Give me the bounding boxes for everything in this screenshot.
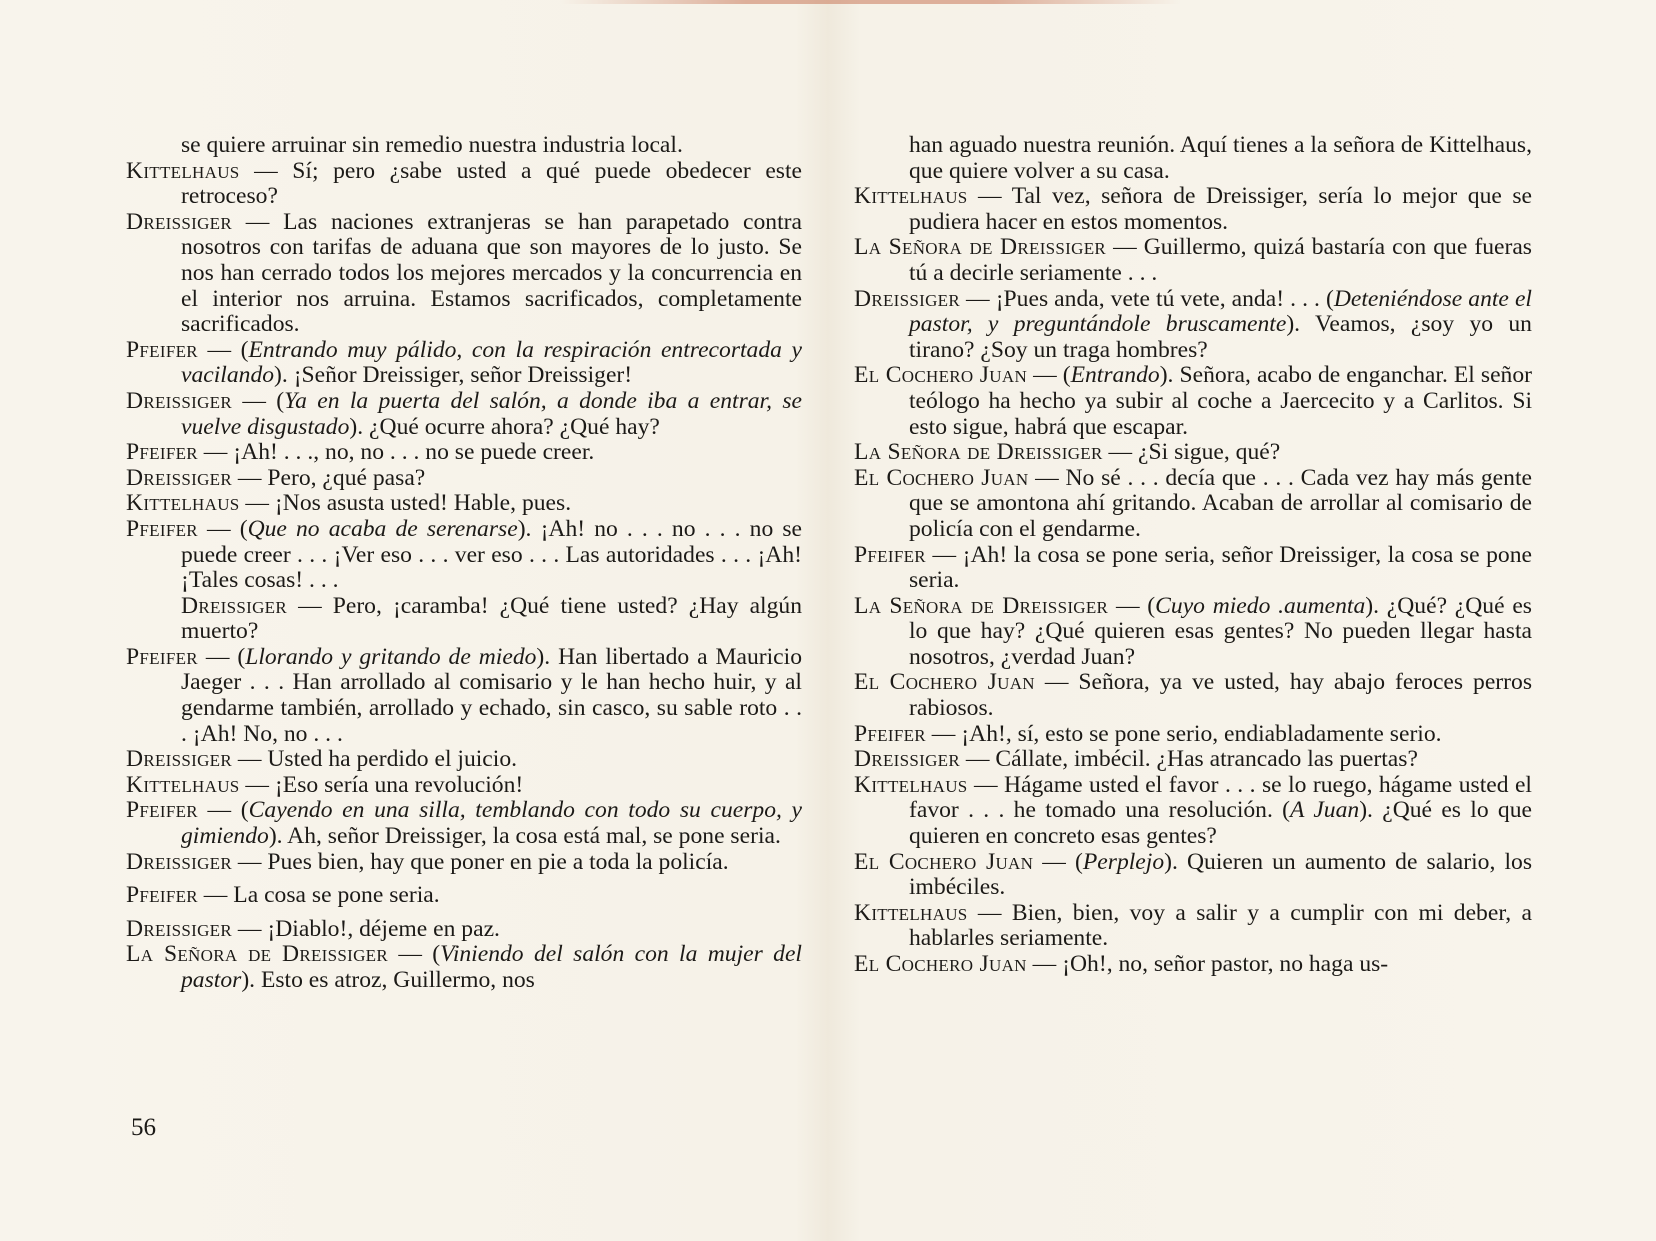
speaker-name: Pfeifer: [126, 439, 198, 466]
dialogue-text: ). ¡Señor Dreissiger, señor Dreissiger!: [274, 362, 633, 389]
speaker-name: Kittelhaus: [854, 899, 968, 926]
dialogue-paragraph: [854, 184, 1532, 235]
dialogue-text: — Pues bien, hay que poner en pie a toda la policía.: [232, 848, 729, 875]
dialogue-paragraph: [854, 440, 1532, 466]
speaker-name: La Señora de Dreissiger: [854, 592, 1109, 619]
dialogue-text: — No sé . . . decía que . . . Cada vez hay más gente que se amontona ahí gritando. Acaban de arrollar al comisario de policía con el gendarme.: [909, 464, 1532, 542]
dialogue-paragraph: [854, 850, 1532, 901]
dialogue-text: — (: [1108, 592, 1156, 619]
stage-direction: Perplejo: [1082, 848, 1165, 875]
speaker-name: Kittelhaus: [854, 771, 968, 798]
dialogue-text: — (: [197, 515, 248, 542]
dialogue-paragraph: [854, 901, 1532, 952]
dialogue-text: — Pero, ¡caramba! ¿Qué tiene usted? ¿Hay algún muerto?: [181, 592, 802, 645]
dialogue-text: — (: [197, 797, 249, 824]
speaker-name: El Cochero Juan: [854, 848, 1034, 875]
dialogue-paragraph: [854, 133, 1532, 184]
stage-direction: Cuyo miedo .aumenta: [1155, 592, 1366, 619]
speaker-name: Dreissiger: [854, 285, 960, 312]
dialogue-text: — ¿Si sigue, qué?: [1102, 439, 1281, 466]
dialogue-text: — (: [197, 643, 246, 670]
dialogue-paragraph: [126, 747, 802, 773]
right-column: [854, 133, 1532, 978]
speaker-name: Kittelhaus: [126, 771, 240, 798]
speaker-name: Kittelhaus: [854, 183, 968, 210]
dialogue-paragraph: [126, 917, 802, 943]
speaker-name: Dreissiger: [126, 387, 232, 414]
dialogue-text: — ¡Nos asusta usted! Hable, pues.: [239, 490, 572, 517]
stage-direction: Deteniéndose ante el pastor, y preguntándole bruscamente: [909, 285, 1532, 338]
speaker-name: Dreissiger: [126, 915, 232, 942]
dialogue-text: ). ¿Qué ocurre ahora? ¿Qué hay?: [349, 413, 660, 440]
dialogue-paragraph: [126, 389, 802, 440]
speaker-name: Dreissiger: [181, 592, 287, 619]
dialogue-text: ). Quieren un aumento de salario, los imbéciles.: [909, 848, 1532, 901]
dialogue-text: — (: [197, 336, 249, 363]
dialogue-text: — ¡Oh!, no, señor pastor, no haga us-: [1026, 951, 1389, 977]
dialogue-paragraph: [126, 594, 802, 645]
speaker-name: Pfeifer: [126, 882, 198, 909]
dialogue-text: — Hágame usted el favor . . . se lo ruego, hágame usted el favor . . . he tomado una resolución. (: [909, 771, 1532, 824]
speaker-name: Pfeifer: [126, 515, 198, 542]
stage-direction: Viniendo del salón con la mujer del pastor: [181, 941, 802, 993]
dialogue-text: — (: [1027, 362, 1071, 389]
speaker-name: Pfeifer: [126, 336, 198, 363]
dialogue-text: — ¡Ah!, sí, esto se pone serio, endiabladamente serio.: [925, 720, 1442, 747]
speaker-name: El Cochero Juan: [854, 464, 1029, 491]
dialogue-text: — Cállate, imbécil. ¿Has atrancado las puertas?: [960, 746, 1418, 773]
dialogue-text: — Usted ha perdido el juicio.: [232, 746, 518, 773]
speaker-name: La Señora de Dreissiger: [854, 439, 1103, 466]
dialogue-text: — Las naciones extranjeras se han parapetado contra nosotros con tarifas de aduana que son mayores de lo justo. Se nos han cerrado todos los mejores mercados y la concurrencia en el interior nos arruina. Estamos sacrificados, completamente sacrificados.: [181, 208, 802, 338]
dialogue-text: — La cosa se pone seria.: [197, 882, 440, 909]
speaker-name: La Señora de Dreissiger: [854, 234, 1107, 261]
dialogue-paragraph: [126, 798, 802, 849]
dialogue-paragraph: [126, 942, 802, 993]
dialogue-paragraph: [854, 466, 1532, 543]
speaker-name: Dreissiger: [126, 848, 232, 875]
dialogue-text: — ¡Ah! . . ., no, no . . . no se puede creer.: [197, 439, 595, 466]
speaker-name: Kittelhaus: [126, 157, 240, 184]
dialogue-text: — Señora, ya ve usted, hay abajo feroces perros rabiosos.: [909, 669, 1532, 722]
page-edge-stain: [560, 0, 1180, 4]
dialogue-paragraph: [126, 159, 802, 210]
dialogue-text: — (: [388, 941, 441, 968]
stage-direction: Ya en la puerta del salón, a donde iba a entrar, se vuelve disgustado: [181, 387, 803, 440]
speaker-name: Dreissiger: [854, 746, 960, 773]
dialogue-paragraph: [854, 773, 1532, 850]
dialogue-text: ). ¿Qué? ¿Qué es lo que hay? ¿Qué quieren esas gentes? No pueden llegar hasta nosotros, ¿verdad Juan?: [909, 592, 1532, 670]
dialogue-text: — Bien, bien, voy a salir y a cumplir con mi deber, a hablarles seriamente.: [909, 899, 1532, 952]
speaker-name: Pfeifer: [126, 643, 198, 670]
dialogue-paragraph: [854, 747, 1532, 773]
dialogue-paragraph: [854, 670, 1532, 721]
dialogue-paragraph: [854, 952, 1532, 978]
dialogue-text: — Guillermo, quizá bastaría con que fueras tú a decirle seriamente . . .: [909, 234, 1532, 286]
dialogue-text: han aguado nuestra reunión. Aquí tienes a la señora de Kittelhaus, que quiere volver a su casa.: [909, 132, 1532, 184]
left-column: [126, 133, 802, 994]
dialogue-paragraph: [126, 850, 802, 876]
dialogue-text: — Sí; pero ¿sabe usted a qué puede obedecer este retroceso?: [181, 157, 802, 210]
dialogue-text: ). Señora, acabo de enganchar. El señor teólogo ha hecho ya subir al coche a Jaercecito y a Carlitos. Si esto sigue, habrá que escapar.: [909, 362, 1532, 440]
speaker-name: Kittelhaus: [126, 490, 240, 517]
speaker-name: Pfeifer: [126, 797, 198, 824]
stage-direction: Entrando: [1070, 362, 1160, 389]
dialogue-text: — ¡Ah! la cosa se pone seria, señor Dreissiger, la cosa se pone seria.: [909, 541, 1532, 594]
speaker-name: El Cochero Juan: [854, 669, 1035, 696]
speaker-name: Pfeifer: [854, 720, 926, 747]
dialogue-text: — Pero, ¿qué pasa?: [232, 464, 426, 491]
dialogue-paragraph: [126, 133, 802, 159]
dialogue-paragraph: [126, 517, 802, 594]
dialogue-paragraph: [854, 235, 1532, 286]
stage-direction: Que no acaba de serenarse: [247, 515, 518, 542]
page-number: 56: [131, 1114, 156, 1141]
dialogue-paragraph: [126, 645, 802, 747]
dialogue-paragraph: [126, 466, 802, 492]
dialogue-text: — (: [232, 387, 285, 414]
dialogue-text: ). Ah, señor Dreissiger, la cosa está mal, se pone seria.: [268, 823, 781, 850]
speaker-name: Pfeifer: [854, 541, 926, 568]
dialogue-text: — (: [1033, 848, 1083, 875]
speaker-name: El Cochero Juan: [854, 951, 1027, 977]
dialogue-paragraph: [126, 338, 802, 389]
dialogue-text: ). Han libertado a Mauricio Jaeger . . . Han arrollado al comisario y le han hecho huir, y al gendarme también, arrollado y echado, sin casco, su sable roto . . . ¡Ah! No, no . . .: [181, 643, 802, 747]
dialogue-text: — Tal vez, señora de Dreissiger, sería lo mejor que se pudiera hacer en estos momentos.: [909, 183, 1532, 235]
dialogue-paragraph: [126, 773, 802, 799]
dialogue-paragraph: [854, 722, 1532, 748]
stage-direction: Cayendo en una silla, temblando con todo su cuerpo, y gimiendo: [181, 797, 803, 850]
stage-direction: A Juan: [1290, 797, 1360, 824]
dialogue-text: — ¡Diablo!, déjeme en paz.: [232, 915, 500, 942]
dialogue-paragraph: [126, 883, 802, 909]
dialogue-text: — ¡Pues anda, vete tú vete, anda! . . . (: [960, 285, 1334, 312]
speaker-name: El Cochero Juan: [854, 362, 1028, 389]
dialogue-paragraph: [126, 440, 802, 466]
dialogue-paragraph: [126, 210, 802, 338]
dialogue-paragraph: [854, 543, 1532, 594]
dialogue-text: — ¡Eso sería una revolución!: [239, 771, 524, 798]
speaker-name: Dreissiger: [126, 464, 232, 491]
speaker-name: Dreissiger: [126, 208, 232, 235]
dialogue-paragraph: [854, 594, 1532, 671]
dialogue-paragraph: [126, 491, 802, 517]
dialogue-text: ). Esto es atroz, Guillermo, nos: [241, 967, 535, 993]
dialogue-text: ). Veamos, ¿soy yo un tirano? ¿Soy un traga hombres?: [909, 311, 1532, 363]
speaker-name: La Señora de Dreissiger: [126, 941, 388, 968]
stage-direction: Entrando muy pálido, con la respiración entrecortada y vacilando: [181, 336, 802, 389]
dialogue-paragraph: [854, 363, 1532, 440]
dialogue-paragraph: [854, 287, 1532, 364]
dialogue-text: ). ¿Qué es lo que quieren en concreto esas gentes?: [909, 797, 1532, 850]
speaker-name: Dreissiger: [126, 746, 232, 773]
dialogue-text: se quiere arruinar sin remedio nuestra industria local.: [181, 132, 683, 158]
dialogue-text: ). ¡Ah! no . . . no . . . no se puede creer . . . ¡Ver eso . . . ver eso . . . Las autoridades . . . ¡Ah! ¡Tales cosas! . . .: [181, 515, 803, 594]
stage-direction: Llorando y gritando de miedo: [245, 643, 537, 670]
